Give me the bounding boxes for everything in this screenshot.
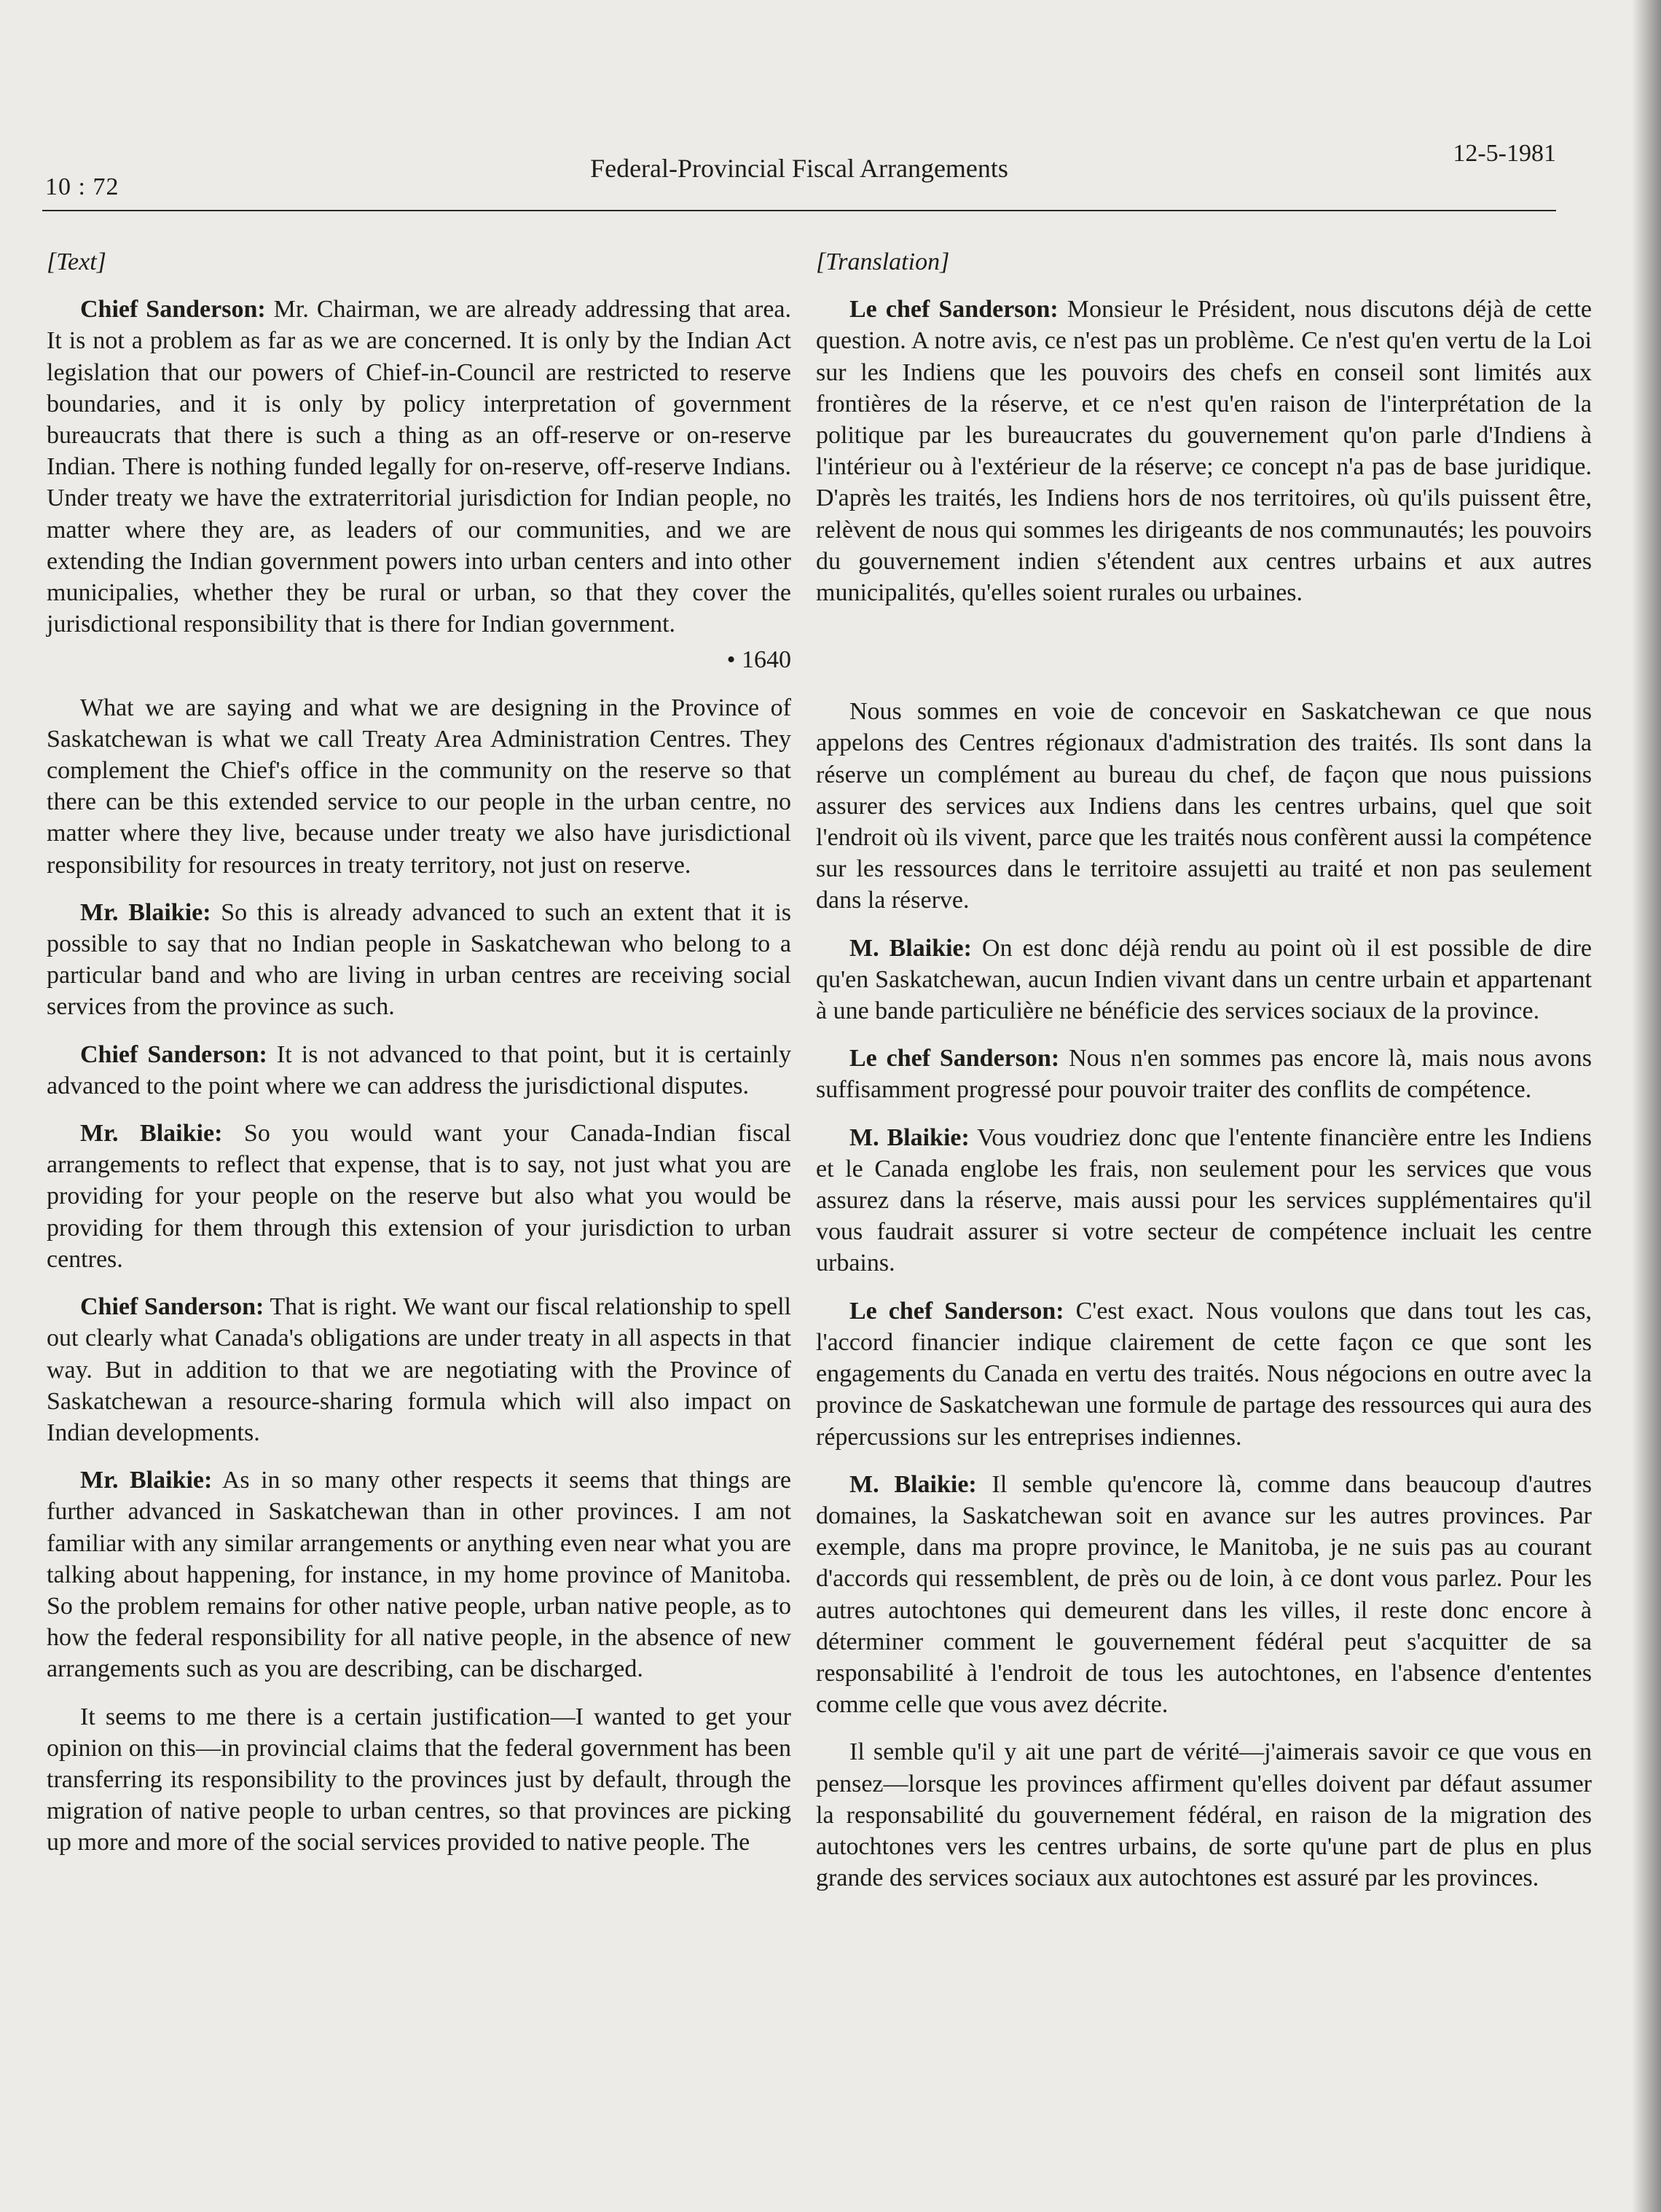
paragraph — [816, 1295, 1592, 1453]
paragraph — [816, 294, 1592, 608]
time-marker: • 1640 — [726, 646, 791, 674]
paragraph — [47, 294, 791, 640]
paragraph-text: Mr. Chairman, we are already addressing that area. It is not a problem as far as we are concerned. It is only by the Indian Act legislation that our powers of Chief-in-Council are restricted to reserve boundaries, and it is only by policy interpretation of government bureaucrats that there is such a thing as an off-reserve or on-reserve Indian. There is nothing funded legally for on-reserve, off-reserve Indians. Under treaty we have the extraterritorial jurisdiction for Indian people, no matter where they are, as leaders of our communities, and we are extending the Indian government powers into urban centers and into other municipalies, whether they be rural or urban, so that they cover the jurisdictional responsibility that is there for Indian government. — [47, 296, 791, 638]
header-rule — [42, 210, 1556, 211]
speaker-name: Mr. Blaikie: — [80, 1467, 213, 1494]
speaker-name: M. Blaikie: — [849, 1123, 970, 1151]
paragraph-text: Nous n'en sommes pas encore là, mais nous avons suffisamment progressé pour pouvoir traiter des conflits de compétence. — [816, 1045, 1593, 1104]
paragraph-text: As in so many other respects it seems that things are further advanced in Saskatchewan than in other provinces. I am not familiar with any similar arrangements or anything even near what you are talking about happening, for instance, in my home province of Manitoba. So the problem remains for other native people, urban native people, as to how the federal responsibility for all native people, in the absence of new arrangements such as you are describing, can be discharged. — [47, 1467, 791, 1683]
paragraph-text: On est donc déjà rendu au point où il est possible de dire qu'en Saskatchewan, aucun Indien vivant dans un centre urbain et appartenant à une bande particulière ne bénéficie des services sociaux de la province. — [816, 934, 1593, 1025]
paragraph-text: So you would want your Canada-Indian fiscal arrangements to reflect that expense, that is to say, not just what you are providing for your people on the reserve but also what you would be providing for them through this extension of your jurisdiction to urban centres. — [47, 1120, 791, 1273]
french-column — [816, 246, 1592, 1894]
paragraph-text: Monsieur le Président, nous discutons déjà de cette question. A notre avis, ce n'est pas un problème. Ce n'est qu'en vertu de la Loi sur les Indiens que les pouvoirs des chefs en conseil sont limités aux frontières de la réserve, et ce n'est qu'en raison de l'interprétation de la politique par les bureaucrates du gouvernement qu'on parle d'Indiens à l'intérieur ou à l'extérieur de la réserve; ce concept n'a pas de base juridique. D'après les traités, les Indiens hors de nos territoires, où qu'ils puissent être, relèvent de nous qui sommes les dirigeants de nos communautés; les pouvoirs du gouvernement indien s'étendent aux centres urbains et aux autres municipalités, qu'elles soient rurales ou urbaines. — [816, 296, 1592, 607]
running-title: Federal-Provincial Fiscal Arrangements — [590, 154, 1008, 183]
speaker-name: Chief Sanderson: — [80, 1040, 267, 1068]
speaker-name: M. Blaikie: — [849, 1470, 977, 1498]
paragraph-text: It is not advanced to that point, but it is certainly advanced to the point where we can address the jurisdictional disputes. — [47, 1040, 792, 1099]
header-date: 12-5-1981 — [1453, 140, 1556, 167]
paragraph — [816, 1122, 1592, 1279]
paragraph-text: Nous sommes en voie de concevoir en Saskatchewan ce que nous appelons des Centres régionaux d'admistration des traités. Ils sont dans la réserve un complément au bureau du chef, de façon que nous puissions assurer des services aux Indiens dans les centres urbains, quel que soit l'endroit où ils vivent, parce que les traités nous confèrent aussi la compétence sur les ressources dans le territoire assujetti au traité et non pas seulement dans la réserve. — [816, 698, 1592, 914]
paragraph — [816, 1043, 1592, 1105]
paragraph — [816, 1736, 1592, 1894]
paragraph-text: So this is already advanced to such an extent that it is possible to say that no Indian people in Saskatchewan who belong to a particular band and who are living in urban centres are receiving social services from the province as such. — [47, 898, 791, 1021]
speaker-name: Chief Sanderson: — [80, 296, 266, 323]
text-tag: [Text] — [47, 248, 106, 275]
speaker-name: Mr. Blaikie: — [80, 1120, 223, 1148]
speaker-name: Le chef Sanderson: — [849, 296, 1059, 323]
paragraph — [47, 1464, 791, 1685]
paragraph — [47, 1291, 791, 1448]
paragraph — [47, 1701, 791, 1859]
paragraph-text: C'est exact. Nous voulons que dans tout les cas, l'accord financier indique clairement de cette façon ce que sont les engagements du Canada en vertu des traités. Nous négocions en outre avec la province de Saskatchewan une formule de partage des ressources qui aura des répercussions sur les entreprises indiennes. — [816, 1297, 1592, 1451]
speaker-name: Le chef Sanderson: — [849, 1045, 1060, 1072]
speaker-name: Mr. Blaikie: — [80, 898, 211, 926]
speaker-name: M. Blaikie: — [849, 934, 972, 962]
translation-tag: [Translation] — [816, 248, 950, 275]
page-header — [42, 138, 1556, 219]
paragraph — [816, 1469, 1592, 1721]
paragraph-text: Il semble qu'il y ait une part de vérité—j'aimerais savoir ce que vous en pensez—lorsque les provinces affirment qu'elles doivent par défaut assumer la responsabilité du gouvernement fédéral, en raison de la migration des autochtones vers les centres urbains, de sorte qu'une part de plus en plus grande des services sociaux aux autochtones est assuré par les provinces. — [816, 1738, 1592, 1892]
paragraph — [47, 1118, 791, 1275]
paragraph — [47, 897, 791, 1023]
page-edge-shadow — [1632, 0, 1661, 2212]
english-column — [47, 246, 791, 1859]
paragraph — [816, 696, 1592, 916]
paragraph — [47, 692, 791, 881]
speaker-name: Chief Sanderson: — [80, 1293, 264, 1321]
paragraph-text: Vous voudriez donc que l'entente financière entre les Indiens et le Canada englobe les frais, non seulement pour les services que vous assurez dans la réserve, mais aussi pour les services supplémentaires qu'il vous faudrait assurer si votre secteur de compétence incluait les centre urbains. — [816, 1123, 1592, 1277]
paragraph — [816, 933, 1592, 1027]
paragraph-text: It seems to me there is a certain justification—I wanted to get your opinion on this—in provincial claims that the federal government has been transferring its responsibility to the provinces just by default, through the migration of native people to urban centres, so that provinces are picking up more and more of the social services provided to native people. The — [47, 1703, 791, 1856]
paragraph-text: That is right. We want our fiscal relationship to spell out clearly what Canada's obligations are under treaty in all aspects in that way. But in addition to that we are negotiating with the Province of Saskatchewan a resource-sharing formula which will also impact on Indian developments. — [47, 1293, 791, 1446]
page-number: 10 : 72 — [45, 173, 119, 200]
speaker-name: Le chef Sanderson: — [849, 1297, 1064, 1325]
paragraph-text: Il semble qu'encore là, comme dans beaucoup d'autres domaines, la Saskatchewan soit en avance sur les autres provinces. Par exemple, dans ma propre province, le Manitoba, je ne suis pas au courant d'accords qui ressemblent, de près ou de loin, à ce dont vous parlez. Pour les autres autochtones qui demeurent dans les villes, il reste donc encore à déterminer comment le gouvernement fédéral peut s'acquitter de sa responsabilité à l'endroit de tous les autochtones, en l'absence d'ententes comme celle que vous avez décrite. — [816, 1470, 1593, 1719]
paragraph-text: What we are saying and what we are designing in the Province of Saskatchewan is what we call Treaty Area Administration Centres. They complement the Chief's office in the community on the reserve so that there can be this extended service to our people in the urban centre, no matter where they live, because under treaty we also have jurisdictional responsibility for resources in treaty territory, not just on reserve. — [47, 694, 791, 879]
paragraph — [47, 1039, 791, 1102]
